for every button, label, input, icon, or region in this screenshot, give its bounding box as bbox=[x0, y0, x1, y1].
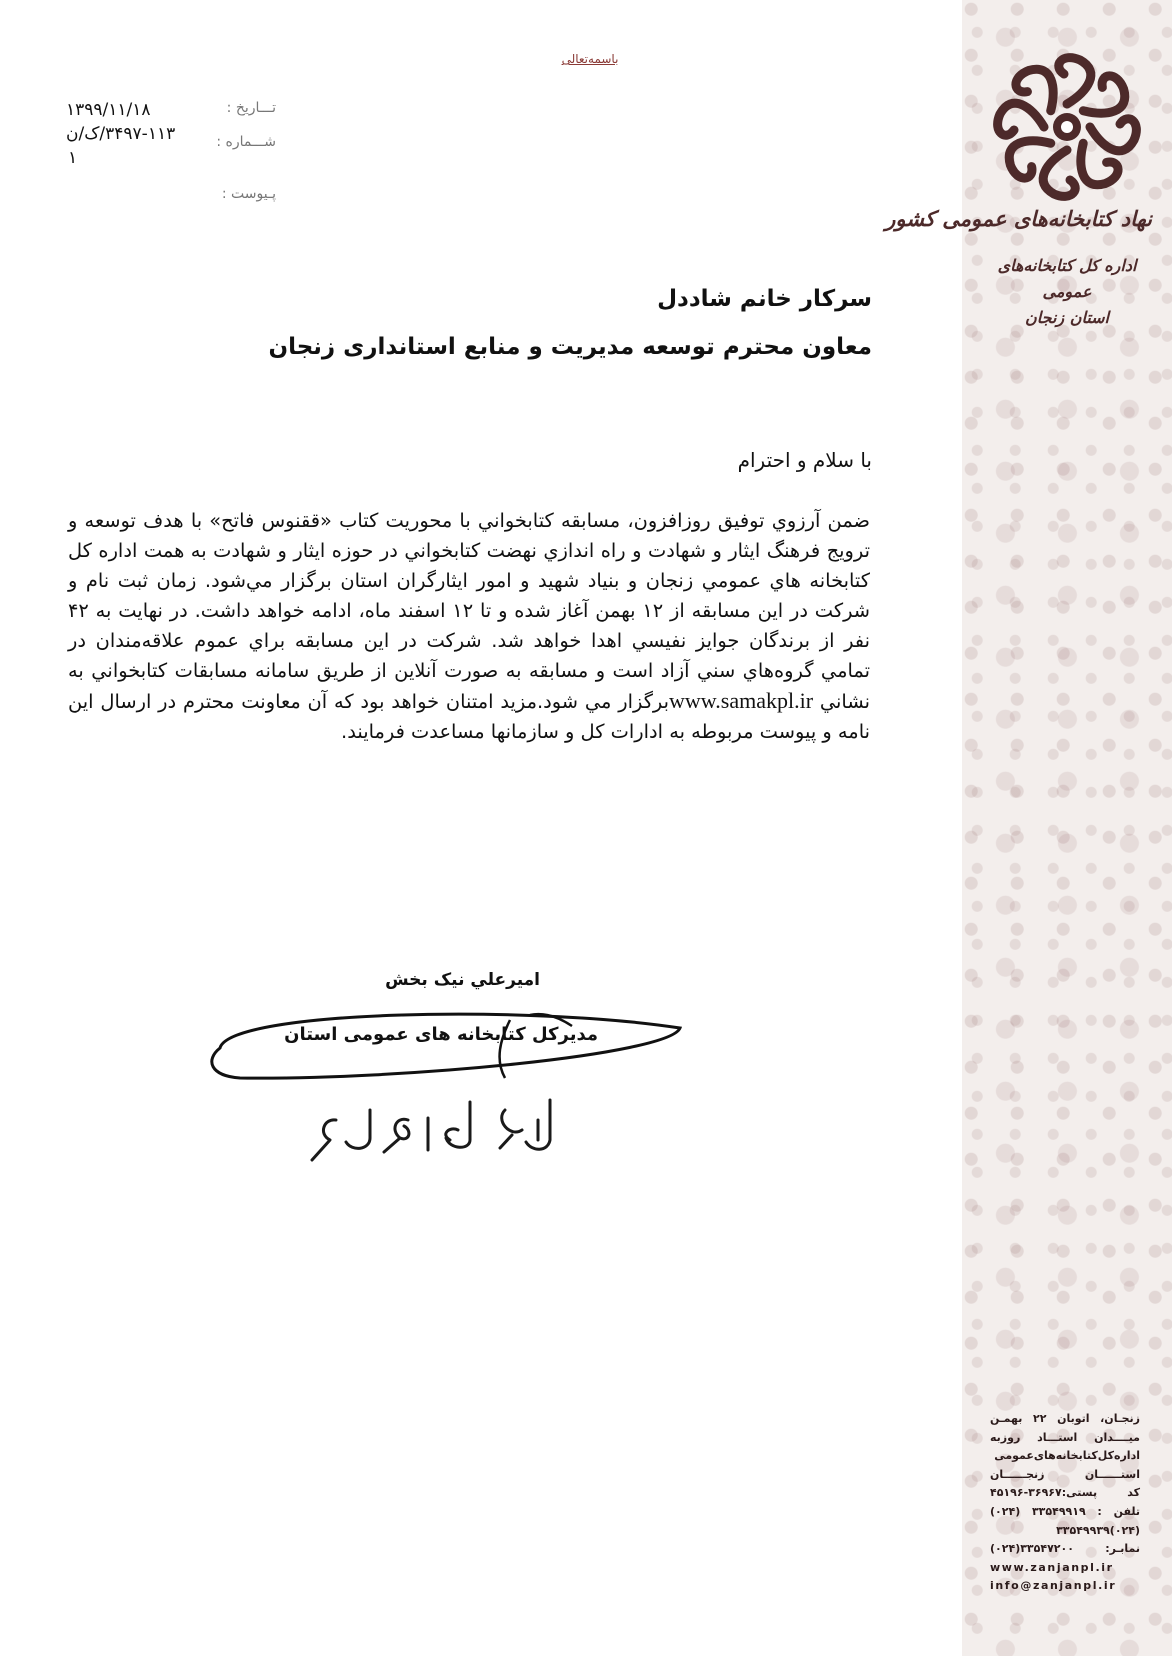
phone-number: (۰۲۴)۳۳۵۴۹۹۳۹ bbox=[1056, 1523, 1140, 1537]
logo-petal bbox=[1043, 150, 1075, 196]
library-logo-icon bbox=[992, 52, 1142, 202]
address-line: اداره‌کل‌کتابخانه‌های‌عمومی bbox=[994, 1449, 1140, 1463]
date-label: تـــاریخ : bbox=[226, 100, 276, 116]
invocation-heading: باسمه‌تعالی bbox=[561, 52, 619, 66]
greeting: با سلام و احترام bbox=[737, 448, 872, 472]
letter-body bbox=[68, 506, 870, 747]
signer-name: اميرعلي نيک بخش bbox=[385, 970, 540, 990]
website-link[interactable]: www.zanjanpl.ir bbox=[990, 1560, 1114, 1574]
organization-subtitle-line1: اداره کل کتابخانه‌های عمومی bbox=[997, 256, 1137, 301]
number-value: ۳۴۹۷-۱۱۳/ک/ن bbox=[66, 124, 176, 144]
body-text-part1: ضمن آرزوي توفيق روزافزون، مسابقه کتابخواني با محوريت کتاب «ققنوس فاتح» با هدف توسعه و ترويج فرهنگ ايثار و شهادت و راه اندازي نهضت کتابخواني در حوزه ايثار و شهادت به همت اداره کل کتابخانه هاي عمومي زنجان و بنياد شهيد و امور ايثارگران استان برگزار مي‌شود. زمان ثبت نام و شرکت در اين مسابقه از ۱۲ بهمن آغاز شده و تا ۱۲ اسفند ماه، ادامه خواهد داشت. در نهايت به ۴۲ نفر از برندگان جوايز نفيسي اهدا خواهد شد. شرکت در اين مسابقه براي عموم علاقه‌مندان در تمامي گروه‌هاي سني آزاد است و مسابقه به صورت آنلاين از طريق سامانه مسابقات کتابخواني به نشاني bbox=[68, 509, 871, 713]
address-line: استــــــان زنجــــــان bbox=[990, 1467, 1140, 1481]
email-link[interactable]: info@zanjanpl.ir bbox=[990, 1579, 1117, 1593]
decorative-side-strip bbox=[885, 0, 1172, 1656]
attachment-row bbox=[66, 186, 276, 210]
handwritten-note-drawing bbox=[300, 1090, 570, 1170]
date-row bbox=[66, 100, 276, 124]
phone-number: تلفن : ۳۳۵۴۹۹۱۹ (۰۲۴) bbox=[990, 1504, 1141, 1518]
logo-petal bbox=[1059, 58, 1091, 104]
letter-meta bbox=[66, 100, 276, 210]
competition-url-link[interactable]: www.samakpl.ir bbox=[669, 688, 814, 713]
logo-petal bbox=[998, 103, 1044, 135]
number-row bbox=[66, 124, 276, 148]
date-value: ۱۳۹۹/۱۱/۱۸ bbox=[66, 100, 151, 120]
number-label: شـــماره : bbox=[216, 134, 276, 150]
organization-subtitle-line2: استان زنجان bbox=[1024, 308, 1109, 327]
logo-text: نهاد کتابخانه‌های عمومی کشور bbox=[885, 206, 1152, 231]
addressee-block bbox=[252, 286, 872, 360]
contact-address bbox=[990, 1410, 1140, 1596]
address-line: زنجـان، اتوبان ۲۲ بهمـن bbox=[990, 1412, 1140, 1425]
number-extra: ۱ bbox=[68, 148, 78, 168]
signature-scribble-icon bbox=[200, 1000, 700, 1090]
body-text-part2: برگزار مي شود.مزید امتنان خواهد بود که آن معاونت محترم در ارسال این نامه و پیوست مربوطه به ادارات کل و سازمانها مساعدت فرمایند. bbox=[68, 690, 870, 743]
fax-number: نمابـر: ۳۳۵۴۷۲۰۰(۰۲۴) bbox=[990, 1542, 1140, 1556]
signer-title: مدیرکل کتابخانه های عمومی استان bbox=[284, 1024, 598, 1045]
number-extra-row bbox=[66, 148, 276, 172]
organization-logo-block bbox=[885, 52, 1152, 331]
address-line: میــــدان استـــاد روزبه bbox=[990, 1430, 1140, 1444]
attachment-label: پـیوست : bbox=[221, 186, 276, 202]
organization-subtitle bbox=[982, 253, 1152, 331]
postal-code: کد پستی:۳۶۹۶۷-۴۵۱۹۶ bbox=[990, 1486, 1140, 1500]
addressee-name: سرکار خانم شاددل bbox=[657, 286, 872, 312]
addressee-position: معاون محترم توسعه مدیریت و منابع استانداری زنجان bbox=[268, 334, 872, 360]
logo-petal bbox=[1090, 119, 1136, 151]
